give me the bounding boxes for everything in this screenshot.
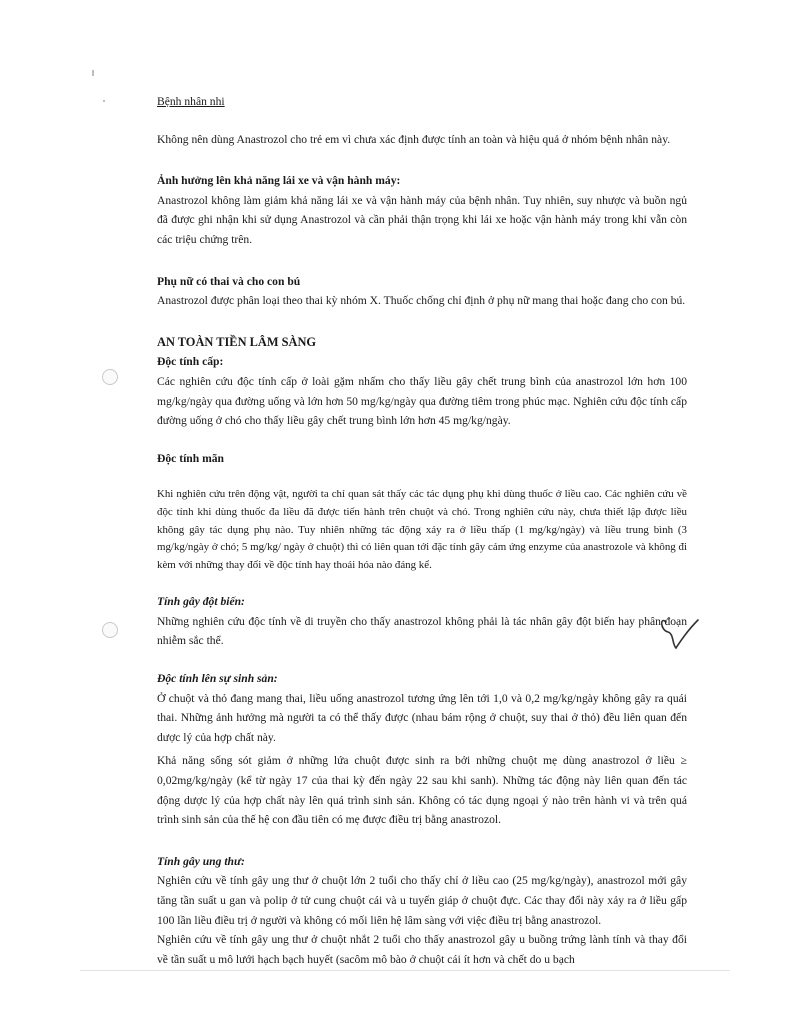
carcinogenicity-heading: Tính gây ung thư: (157, 854, 245, 868)
scan-artifact-dot (103, 100, 105, 102)
acute-toxicity-heading: Độc tính cấp: (157, 355, 224, 369)
pediatric-heading: Bệnh nhân nhi (157, 95, 225, 108)
acute-toxicity-text: Các nghiên cứu độc tính cấp ở loài gặm nhấm cho thấy liều gây chết trung bình của anastrozol lớn hơn 100 mg/kg/ngày qua đường uống và lớn hơn 50 mg/kg/ngày qua đường tiêm trong phúc mạc. Nghiên cứu độc tính cấp đường uống ở chó cho thấy liều gây chết trung bình lớn hơn 45 mg/kg/ngày. (157, 374, 687, 428)
reproductive-toxicity-text-2: Khả năng sống sót giảm ở những lứa chuột được sinh ra bởi những chuột mẹ dùng anastrozol ở liều ≥ 0,02mg/kg/ngày (kể từ ngày 17 của thai kỳ đến ngày 22 sau khi sanh). Những tác động này liên quan đến tác động dược lý của hợp chất này lên quá trình sinh sản. Không có tác dụng ngoại ý nào trên hành vi và trên quá trình sinh sản của thế hệ con đầu tiên có mẹ được điều trị bằng anastrozol. (157, 754, 687, 827)
pregnancy-heading: Phụ nữ có thai và cho con bú (157, 274, 301, 288)
document-body (157, 92, 687, 969)
driving-text: Anastrozol không làm giảm khả năng lái xe và vận hành máy của bệnh nhân. Tuy nhiên, suy nhược và buồn ngủ đã được ghi nhận khi sử dụng Anastrozol và cần phải thận trọng khi lái xe hoặc vận hành máy trong khi vẫn còn các triệu chứng trên. (157, 193, 687, 246)
punch-hole-icon (102, 622, 118, 638)
preclinical-safety-heading: AN TOÀN TIỀN LÂM SÀNG (157, 334, 317, 349)
chronic-toxicity-heading: Độc tính mãn (157, 451, 224, 465)
carcinogenicity-text-2: Nghiên cứu về tính gây ung thư ở chuột nhắt 2 tuổi cho thấy anastrozol gây u buồng trứng lành tính và thay đổi về tần suất u mô lưới hạch bạch huyết (sacôm mô bào ở chuột cái ít hơn và chết do u bạch (157, 933, 687, 966)
mutagenicity-text: Những nghiên cứu độc tính về di truyền cho thấy anastrozol không phải là tác nhân gây đột biến hay phân đoạn nhiễm sắc thể. (157, 614, 687, 648)
scan-artifact-mark (92, 70, 94, 76)
carcinogenicity-text-1: Nghiên cứu về tính gây ung thư ở chuột lớn 2 tuổi cho thấy chỉ ở liều cao (25 mg/kg/ngày), anastrozol mới gây tăng tần suất u gan và polip ở tử cung chuột cái và u tuyến giáp ở chuột đực. Các thay đổi này xảy ra ở liều gấp 100 lần liều điều trị ở người và không có mối liên hệ lâm sàng với việc điều trị bằng anastrozol. (157, 874, 687, 927)
page-bottom-rule (80, 970, 730, 971)
punch-hole-icon (102, 369, 118, 385)
driving-heading: Ảnh hưởng lên khả năng lái xe và vận hành máy: (157, 174, 401, 188)
pediatric-text: Không nên dùng Anastrozol cho trẻ em vì chưa xác định được tính an toàn và hiệu quả ở nhóm bệnh nhân này. (157, 132, 671, 146)
mutagenicity-heading: Tính gây đột biến: (157, 595, 245, 609)
pregnancy-text: Anastrozol được phân loại theo thai kỳ nhóm X. Thuốc chống chỉ định ở phụ nữ mang thai hoặc đang cho con bú. (157, 294, 686, 308)
reproductive-toxicity-heading: Độc tính lên sự sinh sản: (157, 672, 278, 686)
reproductive-toxicity-text-1: Ở chuột và thỏ đang mang thai, liều uống anastrozol tương ứng lên tới 1,0 và 0,2 mg/kg/ngày không gây ra quái thai. Những ảnh hưởng mà người ta có thể thấy được (nhau bám rộng ở chuột, suy thai ở thỏ) đều liên quan đến dược lý của hợp chất này. (157, 691, 687, 744)
chronic-toxicity-text: Khi nghiên cứu trên động vật, người ta chỉ quan sát thấy các tác dụng phụ khi dùng thuốc ở liều cao. Các nghiên cứu về độc tính khi dùng thuốc đa liều đã được tiến hành trên chuột và chó. Trong nghiên cứu này, chưa thiết lập được liều không gây tác dụng phụ nào. Tuy nhiên những tác động xảy ra ở liều thấp (1 mg/kg/ngày) và liều trung bình (3 mg/kg/ngày ở chó; 5 mg/kg/ ngày ở chuột) thì có liên quan tới đặc tính gây cảm ứng enzyme của anastrozole và không đi kèm với những thay đổi về độc tính hay thoái hóa nào đáng kể. (157, 488, 687, 571)
